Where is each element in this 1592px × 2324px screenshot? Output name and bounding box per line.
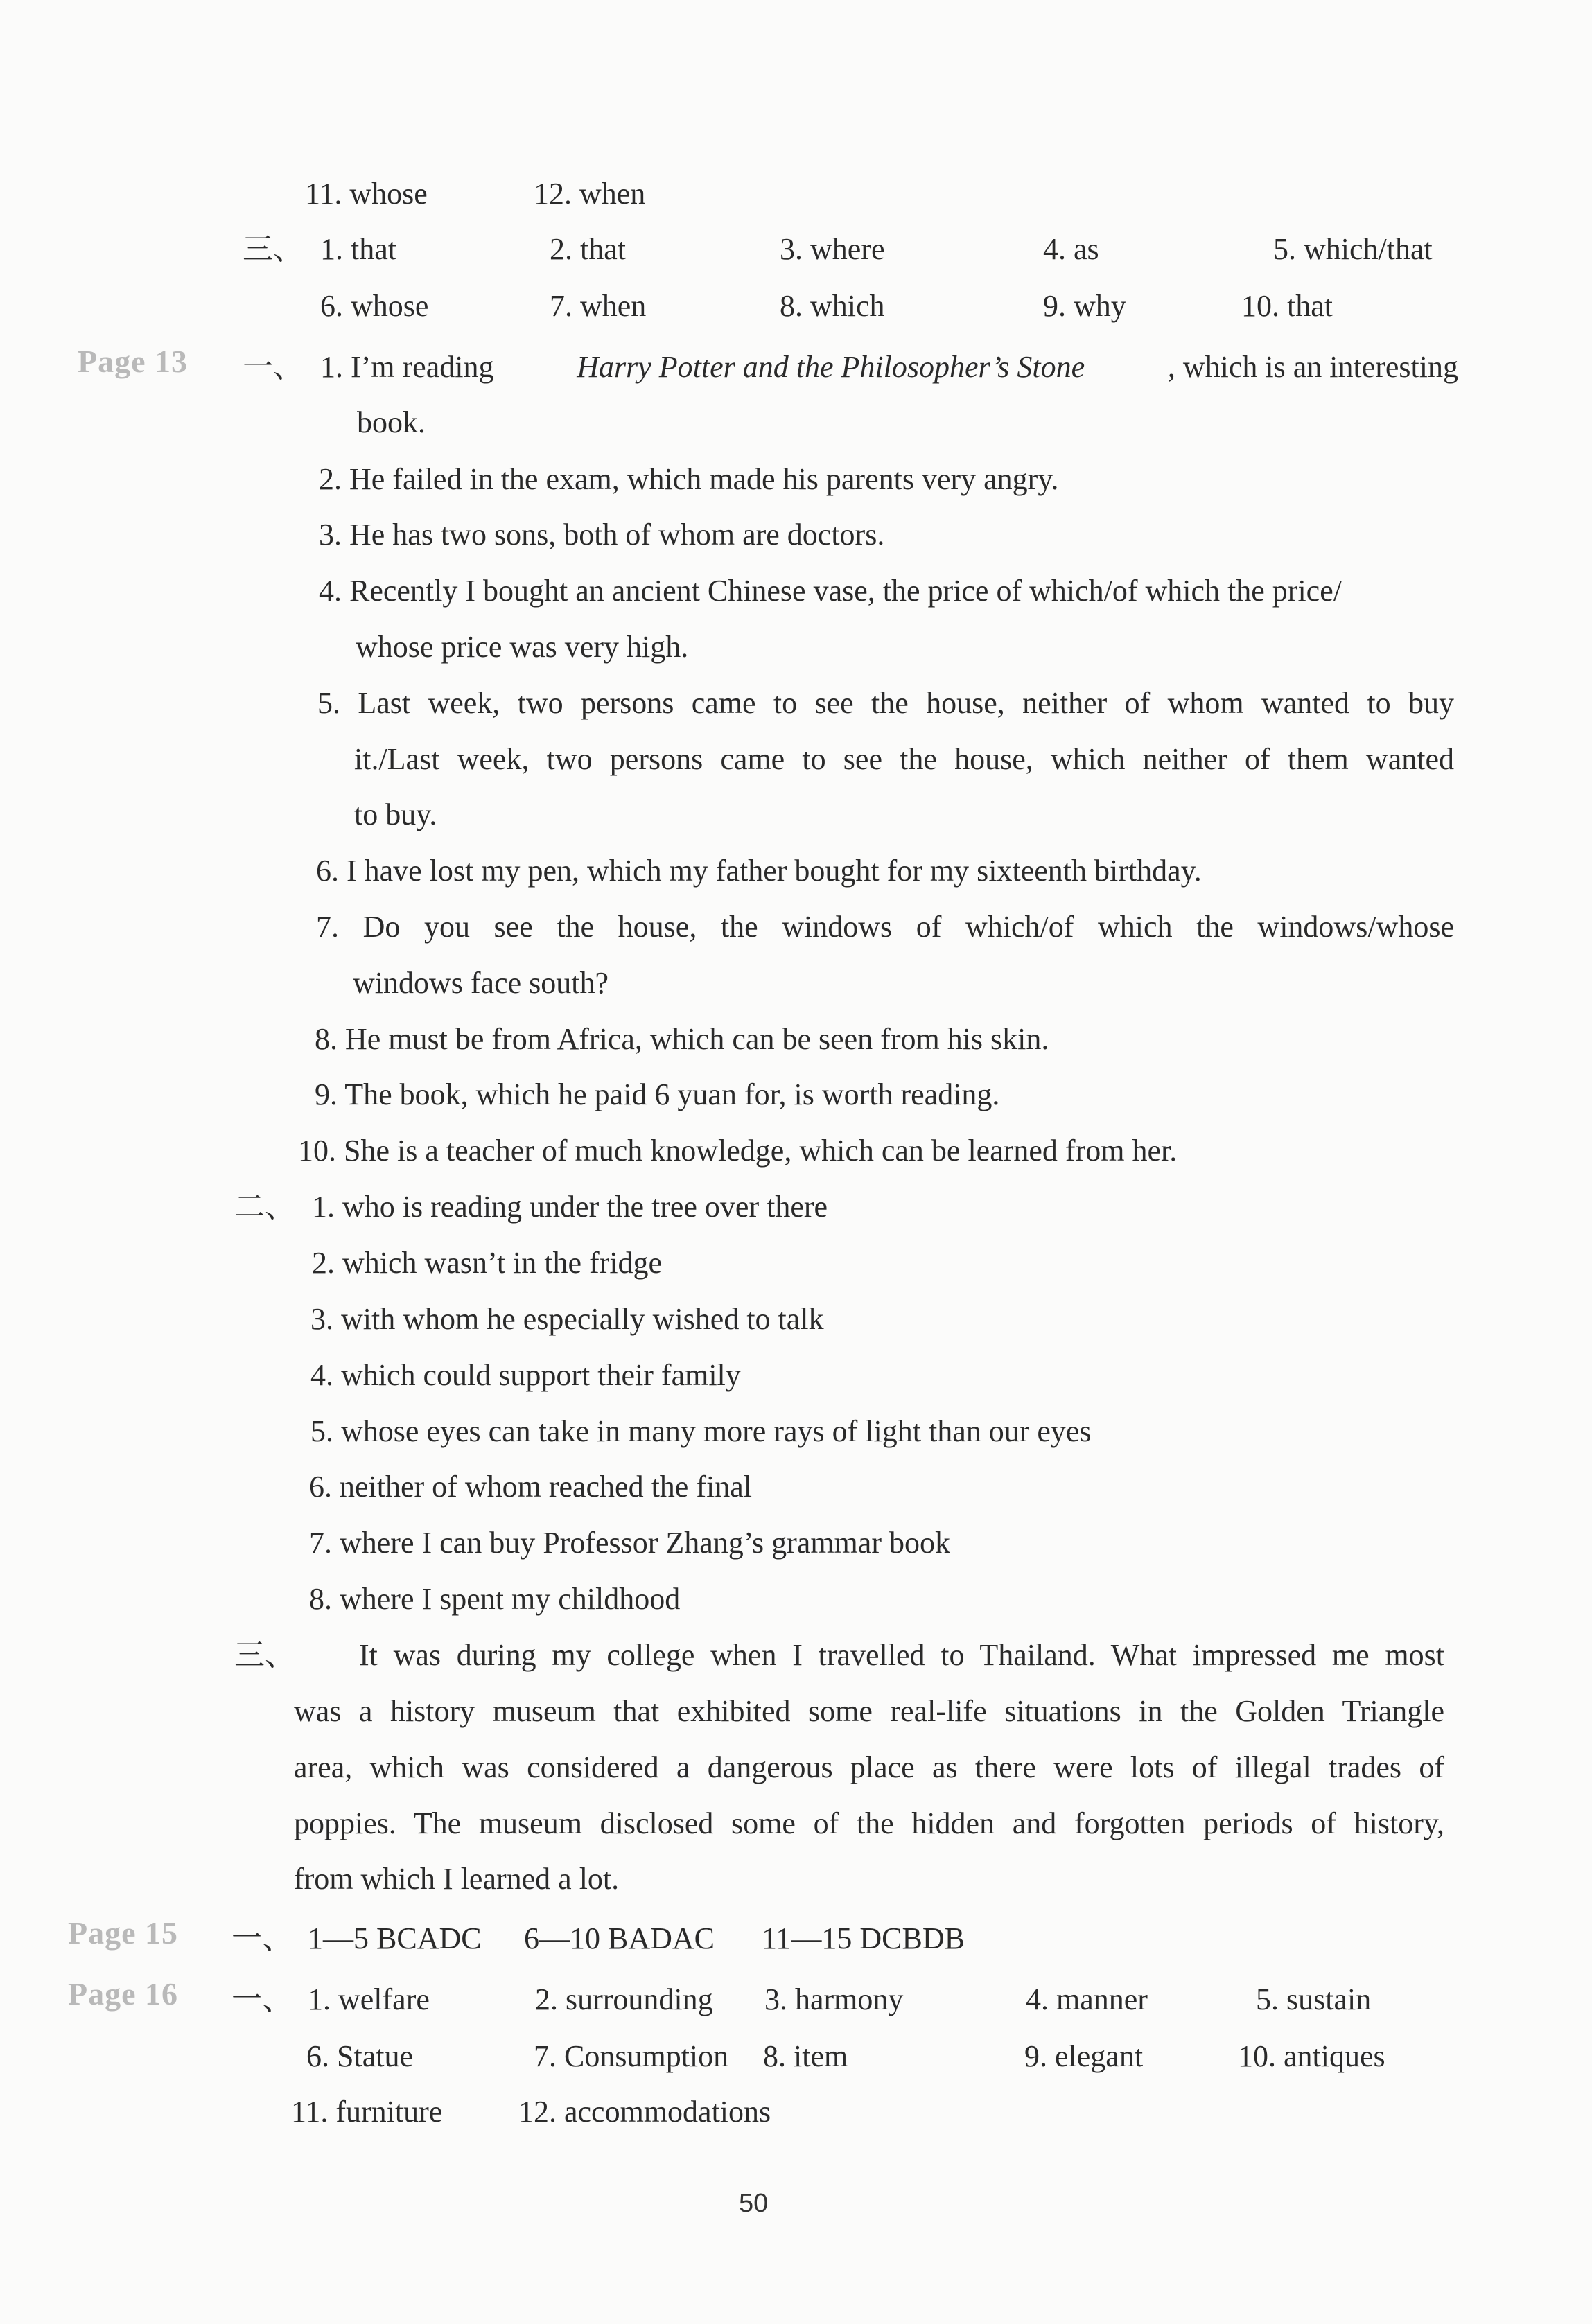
- grid-cell: 10. that: [1241, 289, 1333, 323]
- book-title: Harry Potter and the Philosopher’s Stone: [577, 350, 1085, 384]
- section-marker-one: 一、: [231, 1982, 292, 2017]
- grid-cell: 5. which/that: [1273, 232, 1433, 266]
- grid-cell: 9. why: [1043, 289, 1126, 323]
- p13-item-4: 4. Recently I bought an ancient Chinese vase, the price of which/of which the price/: [319, 574, 1342, 608]
- vocab-cell: 1. welfare: [308, 1982, 430, 2016]
- page-label-13: Page 13: [78, 344, 189, 379]
- list-item: 7. where I can buy Professor Zhang’s grammar book: [309, 1526, 950, 1560]
- vocab-cell: 9. elegant: [1024, 2039, 1144, 2073]
- section-marker-three: 三、: [234, 1637, 295, 1673]
- p13-item-10: 10. She is a teacher of much knowledge, which can be learned from her.: [298, 1134, 1178, 1168]
- vocab-cell: 7. Consumption: [534, 2039, 729, 2073]
- grid-cell: 6. whose: [320, 289, 429, 323]
- page-label-15: Page 15: [68, 1915, 179, 1951]
- paragraph-line: area, which was considered a dangerous place as there were lots of illegal trades of: [294, 1750, 1444, 1784]
- paragraph-line: poppies. The museum disclosed some of the hidden and forgotten periods of history,: [294, 1806, 1444, 1840]
- vocab-cell: 10. antiques: [1238, 2039, 1385, 2073]
- p13-item-9: 9. The book, which he paid 6 yuan for, is worth reading.: [315, 1077, 1000, 1111]
- vocab-cell: 6. Statue: [306, 2039, 413, 2073]
- page-label-16: Page 16: [68, 1976, 179, 2012]
- grid-cell: 8. which: [780, 289, 885, 323]
- list-item: 2. which wasn’t in the fridge: [312, 1246, 663, 1280]
- p13-item-5: 5. Last week, two persons came to see the house, neither of whom wanted to buy: [317, 686, 1454, 720]
- p13-item-8: 8. He must be from Africa, which can be seen from his skin.: [315, 1022, 1049, 1056]
- vocab-cell: 2. surrounding: [535, 1982, 713, 2016]
- p13-item-1: [320, 346, 1458, 388]
- item-continuation: to buy.: [354, 798, 437, 831]
- section-marker-three: 三、: [243, 231, 304, 267]
- item-continuation: whose price was very high.: [356, 630, 689, 664]
- grid-cell: 2. that: [550, 232, 626, 266]
- answer-range: 11—15 DCBDB: [762, 1921, 965, 1955]
- vocab-cell: 8. item: [763, 2039, 848, 2073]
- answer-range: 1—5 BCADC: [308, 1921, 482, 1955]
- vocab-cell: 3. harmony: [764, 1982, 904, 2016]
- answer-range: 6—10 BADAC: [524, 1921, 715, 1955]
- grid-cell: 4. as: [1043, 232, 1099, 266]
- section-marker-one: 一、: [231, 1921, 292, 1956]
- vocab-cell: 12. accommodations: [518, 2095, 771, 2129]
- vocab-cell: 5. sustain: [1256, 1982, 1372, 2016]
- p13-item-2: 2. He failed in the exam, which made his parents very angry.: [319, 462, 1059, 496]
- list-item: 5. whose eyes can take in many more rays of light than our eyes: [310, 1414, 1092, 1448]
- list-item: 3. with whom he especially wished to talk: [310, 1302, 824, 1336]
- p13-item-7: 7. Do you see the house, the windows of which/of which the windows/whose: [316, 910, 1454, 944]
- list-item: 4. which could support their family: [310, 1358, 741, 1392]
- item-text: 1. I’m reading: [320, 350, 494, 384]
- item-continuation: it./Last week, two persons came to see the house, which neither of them wanted: [354, 742, 1454, 776]
- paragraph-line: from which I learned a lot.: [294, 1862, 620, 1896]
- paragraph-line: was a history museum that exhibited some real-life situations in the Golden Triangle: [294, 1694, 1444, 1728]
- answer-11: 11. whose: [305, 177, 428, 211]
- list-item: 6. neither of whom reached the final: [309, 1470, 752, 1504]
- p13-item-3: 3. He has two sons, both of whom are doctors.: [319, 518, 885, 552]
- vocab-cell: 4. manner: [1026, 1982, 1148, 2016]
- p13-item-6: 6. I have lost my pen, which my father bought for my sixteenth birthday.: [316, 854, 1202, 888]
- item-text: , which is an interesting: [1167, 350, 1458, 384]
- grid-cell: 3. where: [780, 232, 885, 266]
- section-marker-two: 二、: [234, 1189, 295, 1224]
- section-marker-one: 一、: [243, 349, 304, 385]
- vocab-cell: 11. furniture: [291, 2095, 443, 2129]
- list-item: 1. who is reading under the tree over there: [312, 1190, 828, 1224]
- item-continuation: book.: [357, 405, 426, 439]
- grid-cell: 1. that: [320, 232, 396, 266]
- grid-cell: 7. when: [550, 289, 647, 323]
- item-continuation: windows face south?: [353, 966, 609, 1000]
- list-item: 8. where I spent my childhood: [309, 1582, 681, 1616]
- answer-12: 12. when: [534, 177, 646, 211]
- paragraph-line: It was during my college when I travelled to Thailand. What impressed me most: [359, 1638, 1444, 1672]
- page-number: 50: [739, 2189, 769, 2218]
